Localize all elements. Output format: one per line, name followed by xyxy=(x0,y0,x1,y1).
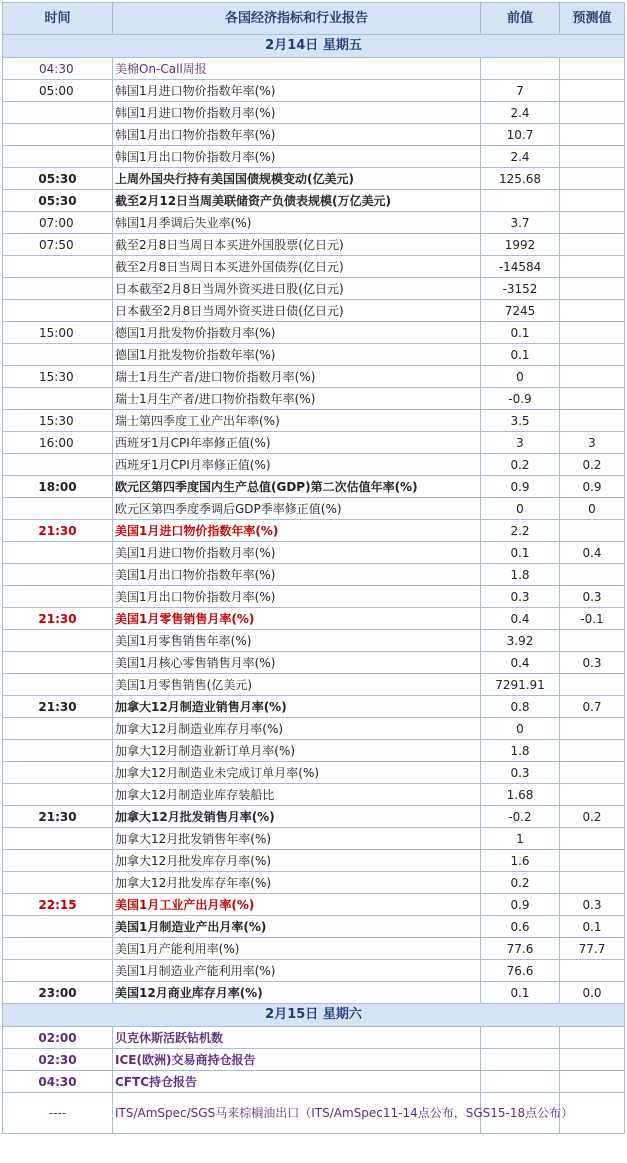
event-cell: 加拿大12月批发库存月率(%) xyxy=(113,850,481,872)
event-cell: 西班牙1月CPI月率修正值(%) xyxy=(113,454,481,476)
time-cell xyxy=(3,146,113,168)
time-cell: 15:30 xyxy=(3,410,113,432)
time-cell: 21:30 xyxy=(3,520,113,542)
prev-value-cell: 0 xyxy=(481,366,560,388)
forecast-value-cell xyxy=(560,960,625,982)
table-row xyxy=(3,762,625,784)
forecast-value-cell xyxy=(560,784,625,806)
time-cell xyxy=(3,652,113,674)
prev-value-cell: 3.5 xyxy=(481,410,560,432)
forecast-value-cell xyxy=(560,124,625,146)
table-row xyxy=(3,718,625,740)
forecast-value-cell xyxy=(560,102,625,124)
prev-value-cell xyxy=(481,1071,560,1093)
prev-value-cell: 10.7 xyxy=(481,124,560,146)
forecast-value-cell xyxy=(560,146,625,168)
table-row xyxy=(3,542,625,564)
prev-value-cell: 2.4 xyxy=(481,102,560,124)
prev-value-cell: 3.7 xyxy=(481,212,560,234)
prev-value-cell xyxy=(481,1027,560,1049)
time-cell: 18:00 xyxy=(3,476,113,498)
event-cell: 美国1月出口物价指数年率(%) xyxy=(113,564,481,586)
table-row xyxy=(3,278,625,300)
table-row xyxy=(3,476,625,498)
event-cell: 美国1月制造业产能利用率(%) xyxy=(113,960,481,982)
event-cell: 韩国1月出口物价指数年率(%) xyxy=(113,124,481,146)
event-cell: 截至2月12日当周美联储资产负债表规模(万亿美元) xyxy=(113,190,481,212)
prev-value-cell: 0.4 xyxy=(481,652,560,674)
prev-value-cell: 0.2 xyxy=(481,454,560,476)
event-cell: 韩国1月进口物价指数年率(%) xyxy=(113,80,481,102)
prev-value-cell: 77.6 xyxy=(481,938,560,960)
table-row xyxy=(3,564,625,586)
prev-value-cell: 2.2 xyxy=(481,520,560,542)
event-cell: 瑞士1月生产者/进口物价指数月率(%) xyxy=(113,366,481,388)
time-cell xyxy=(3,256,113,278)
table-row xyxy=(3,806,625,828)
time-cell xyxy=(3,630,113,652)
prev-value-cell: 1.68 xyxy=(481,784,560,806)
forecast-value-cell xyxy=(560,762,625,784)
prev-value-cell: 0.1 xyxy=(481,982,560,1004)
table-row xyxy=(3,608,625,630)
prev-value-cell: 0.9 xyxy=(481,476,560,498)
prev-value-cell: 0.3 xyxy=(481,586,560,608)
time-cell: 02:00 xyxy=(3,1027,113,1049)
event-cell: 瑞士第四季度工业产出年率(%) xyxy=(113,410,481,432)
prev-value-cell: -14584 xyxy=(481,256,560,278)
forecast-value-cell: 77.7 xyxy=(560,938,625,960)
table-row xyxy=(3,388,625,410)
time-cell xyxy=(3,278,113,300)
header-row xyxy=(3,3,625,35)
date-row xyxy=(3,35,625,58)
event-cell: 加拿大12月制造业库存月率(%) xyxy=(113,718,481,740)
time-cell xyxy=(3,674,113,696)
event-cell: 加拿大12月批发销售月率(%) xyxy=(113,806,481,828)
time-cell: 05:30 xyxy=(3,190,113,212)
table-row xyxy=(3,938,625,960)
time-cell xyxy=(3,388,113,410)
prev-value-cell: -0.2 xyxy=(481,806,560,828)
time-cell: 21:30 xyxy=(3,608,113,630)
time-cell xyxy=(3,784,113,806)
event-cell[interactable]: 美棉On-Call周报 xyxy=(113,58,481,80)
time-cell: 16:00 xyxy=(3,432,113,454)
forecast-value-cell: 0.7 xyxy=(560,696,625,718)
forecast-value-cell xyxy=(560,256,625,278)
prev-value-cell: 0.3 xyxy=(481,762,560,784)
prev-value-cell: 1.6 xyxy=(481,850,560,872)
time-cell xyxy=(3,740,113,762)
table-row xyxy=(3,828,625,850)
forecast-value-cell xyxy=(560,366,625,388)
forecast-value-cell: 0.3 xyxy=(560,586,625,608)
time-cell: 21:30 xyxy=(3,806,113,828)
table-row xyxy=(3,58,625,80)
prev-value-cell: 3 xyxy=(481,432,560,454)
table-row xyxy=(3,652,625,674)
event-cell: 美国1月零售销售(亿美元) xyxy=(113,674,481,696)
event-cell: 欧元区第四季度季调后GDP季率修正值(%) xyxy=(113,498,481,520)
forecast-value-cell: 3 xyxy=(560,432,625,454)
forecast-value-cell xyxy=(560,410,625,432)
event-cell: 美国1月进口物价指数月率(%) xyxy=(113,542,481,564)
header-event: 各国经济指标和行业报告 xyxy=(113,3,481,35)
forecast-value-cell xyxy=(560,80,625,102)
forecast-value-cell: 0.2 xyxy=(560,454,625,476)
table-row xyxy=(3,696,625,718)
event-cell: 韩国1月季调后失业率(%) xyxy=(113,212,481,234)
forecast-value-cell xyxy=(560,212,625,234)
prev-value-cell: 7291.91 xyxy=(481,674,560,696)
table-row xyxy=(3,850,625,872)
time-cell: 21:30 xyxy=(3,696,113,718)
event-cell: 美国1月产能利用率(%) xyxy=(113,938,481,960)
forecast-value-cell: 0 xyxy=(560,498,625,520)
table-row xyxy=(3,520,625,542)
prev-value-cell: 0 xyxy=(481,498,560,520)
forecast-value-cell xyxy=(560,168,625,190)
event-cell: 上周外国央行持有美国国债规模变动(亿美元) xyxy=(113,168,481,190)
forecast-value-cell: 0.9 xyxy=(560,476,625,498)
table-row xyxy=(3,1093,625,1134)
table-row xyxy=(3,432,625,454)
prev-value-cell: -0.9 xyxy=(481,388,560,410)
event-cell: 韩国1月进口物价指数月率(%) xyxy=(113,102,481,124)
time-cell xyxy=(3,718,113,740)
forecast-value-cell xyxy=(560,344,625,366)
forecast-value-cell xyxy=(560,322,625,344)
prev-value-cell: 2.4 xyxy=(481,146,560,168)
time-cell xyxy=(3,498,113,520)
time-cell: 15:30 xyxy=(3,366,113,388)
table-row xyxy=(3,212,625,234)
event-cell: 加拿大12月制造业未完成订单月率(%) xyxy=(113,762,481,784)
table-row xyxy=(3,674,625,696)
header-prev: 前值 xyxy=(481,3,560,35)
table-row xyxy=(3,256,625,278)
event-cell: 欧元区第四季度国内生产总值(GDP)第二次估值年率(%) xyxy=(113,476,481,498)
table-row xyxy=(3,322,625,344)
time-cell xyxy=(3,124,113,146)
table-row xyxy=(3,916,625,938)
time-cell: 04:30 xyxy=(3,58,113,80)
event-cell: 截至2月8日当周日本买进外国债券(亿日元) xyxy=(113,256,481,278)
time-cell xyxy=(3,300,113,322)
table-row xyxy=(3,146,625,168)
prev-value-cell xyxy=(481,58,560,80)
time-cell xyxy=(3,872,113,894)
header-time: 时间 xyxy=(3,3,113,35)
prev-value-cell: 0.1 xyxy=(481,344,560,366)
time-cell xyxy=(3,960,113,982)
table-row xyxy=(3,498,625,520)
forecast-value-cell xyxy=(560,190,625,212)
time-cell xyxy=(3,102,113,124)
forecast-value-cell: 0.0 xyxy=(560,982,625,1004)
time-cell xyxy=(3,586,113,608)
table-row xyxy=(3,630,625,652)
forecast-value-cell xyxy=(560,388,625,410)
forecast-value-cell xyxy=(560,234,625,256)
prev-value-cell: 125.68 xyxy=(481,168,560,190)
forecast-value-cell xyxy=(560,300,625,322)
forecast-value-cell xyxy=(560,278,625,300)
event-cell: 韩国1月出口物价指数月率(%) xyxy=(113,146,481,168)
time-cell xyxy=(3,916,113,938)
event-cell: 美国1月进口物价指数年率(%) xyxy=(113,520,481,542)
forecast-value-cell xyxy=(560,1049,625,1071)
prev-value-cell xyxy=(481,190,560,212)
event-cell: 截至2月8日当周日本买进外国股票(亿日元) xyxy=(113,234,481,256)
time-cell: 05:30 xyxy=(3,168,113,190)
table-row xyxy=(3,168,625,190)
event-cell: 德国1月批发物价指数月率(%) xyxy=(113,322,481,344)
event-cell: 美国1月出口物价指数月率(%) xyxy=(113,586,481,608)
event-cell[interactable]: ICE(欧洲)交易商持仓报告 xyxy=(113,1049,481,1071)
time-cell xyxy=(3,828,113,850)
time-cell xyxy=(3,850,113,872)
event-cell: 德国1月批发物价指数年率(%) xyxy=(113,344,481,366)
forecast-value-cell xyxy=(560,828,625,850)
forecast-value-cell xyxy=(560,520,625,542)
event-cell: 美国1月核心零售销售月率(%) xyxy=(113,652,481,674)
prev-value-cell: 7245 xyxy=(481,300,560,322)
prev-value-cell: 1.8 xyxy=(481,740,560,762)
event-cell: 美国12月商业库存月率(%) xyxy=(113,982,481,1004)
table-row xyxy=(3,982,625,1004)
forecast-value-cell: -0.1 xyxy=(560,608,625,630)
event-cell: 加拿大12月制造业销售月率(%) xyxy=(113,696,481,718)
forecast-value-cell xyxy=(560,740,625,762)
table-row xyxy=(3,1071,625,1093)
prev-value-cell xyxy=(481,1049,560,1071)
event-cell: 西班牙1月CPI年率修正值(%) xyxy=(113,432,481,454)
table-row xyxy=(3,454,625,476)
table-row xyxy=(3,894,625,916)
time-cell xyxy=(3,762,113,784)
time-cell: 22:15 xyxy=(3,894,113,916)
table-row xyxy=(3,80,625,102)
time-cell: 04:30 xyxy=(3,1071,113,1093)
forecast-value-cell xyxy=(560,58,625,80)
time-cell xyxy=(3,542,113,564)
prev-value-cell: -3152 xyxy=(481,278,560,300)
event-cell: 美国1月零售销售年率(%) xyxy=(113,630,481,652)
event-cell: 日本截至2月8日当周外资买进日债(亿日元) xyxy=(113,300,481,322)
forecast-value-cell: 0.4 xyxy=(560,542,625,564)
table-row xyxy=(3,960,625,982)
date-label: 2月14日 星期五 xyxy=(3,35,625,58)
prev-value-cell: 0.4 xyxy=(481,608,560,630)
event-cell: 美国1月制造业产出月率(%) xyxy=(113,916,481,938)
event-cell[interactable]: 贝克休斯活跃钻机数 xyxy=(113,1027,481,1049)
prev-value-cell: 0.9 xyxy=(481,894,560,916)
table-row xyxy=(3,234,625,256)
forecast-value-cell: 0.3 xyxy=(560,894,625,916)
table-row xyxy=(3,586,625,608)
table-row xyxy=(3,1049,625,1071)
forecast-value-cell xyxy=(560,1071,625,1093)
forecast-value-cell xyxy=(560,674,625,696)
table-row xyxy=(3,872,625,894)
prev-value-cell: 1992 xyxy=(481,234,560,256)
time-cell: 02:30 xyxy=(3,1049,113,1071)
time-cell: 07:50 xyxy=(3,234,113,256)
prev-value-cell: 0.1 xyxy=(481,322,560,344)
forecast-value-cell xyxy=(560,872,625,894)
forecast-value-cell xyxy=(560,850,625,872)
time-cell: ---- xyxy=(3,1093,113,1134)
prev-value-cell: 3.92 xyxy=(481,630,560,652)
table-row xyxy=(3,1027,625,1049)
table-row xyxy=(3,102,625,124)
forecast-value-cell xyxy=(560,718,625,740)
event-cell: 加拿大12月制造业库存装船比 xyxy=(113,784,481,806)
event-cell: 美国1月工业产出月率(%) xyxy=(113,894,481,916)
event-cell: 加拿大12月批发销售年率(%) xyxy=(113,828,481,850)
time-cell: 15:00 xyxy=(3,322,113,344)
prev-value-cell: 0.8 xyxy=(481,696,560,718)
forecast-value-cell: 0.3 xyxy=(560,652,625,674)
table-row xyxy=(3,190,625,212)
event-cell: 美国1月零售销售月率(%) xyxy=(113,608,481,630)
prev-value-cell: 7 xyxy=(481,80,560,102)
date-label: 2月15日 星期六 xyxy=(3,1004,625,1027)
table-row xyxy=(3,366,625,388)
event-cell[interactable]: ITS/AmSpec/SGS马来棕榈油出口（ITS/AmSpec11-14点公布，SGS15-18点公布） xyxy=(113,1093,481,1134)
time-cell: 05:00 xyxy=(3,80,113,102)
prev-value-cell: 1 xyxy=(481,828,560,850)
forecast-value-cell xyxy=(560,1027,625,1049)
forecast-value-cell xyxy=(560,630,625,652)
prev-value-cell: 0.1 xyxy=(481,542,560,564)
table-row xyxy=(3,784,625,806)
table-row xyxy=(3,740,625,762)
event-cell: 加拿大12月制造业新订单月率(%) xyxy=(113,740,481,762)
prev-value-cell: 76.6 xyxy=(481,960,560,982)
table-row xyxy=(3,300,625,322)
calendar-body xyxy=(3,35,625,1134)
time-cell xyxy=(3,938,113,960)
calendar-table xyxy=(2,2,625,1134)
table-row xyxy=(3,124,625,146)
event-cell: 瑞士1月生产者/进口物价指数年率(%) xyxy=(113,388,481,410)
date-row xyxy=(3,1004,625,1027)
time-cell: 07:00 xyxy=(3,212,113,234)
time-cell: 23:00 xyxy=(3,982,113,1004)
prev-value-cell: 0.2 xyxy=(481,872,560,894)
event-cell: 加拿大12月批发库存年率(%) xyxy=(113,872,481,894)
prev-value-cell: 0 xyxy=(481,718,560,740)
time-cell xyxy=(3,344,113,366)
forecast-value-cell: 0.1 xyxy=(560,916,625,938)
table-row xyxy=(3,344,625,366)
event-cell[interactable]: CFTC持仓报告 xyxy=(113,1071,481,1093)
forecast-value-cell xyxy=(560,564,625,586)
prev-value-cell: 0.6 xyxy=(481,916,560,938)
table-row xyxy=(3,410,625,432)
forecast-value-cell: 0.2 xyxy=(560,806,625,828)
time-cell xyxy=(3,454,113,476)
time-cell xyxy=(3,564,113,586)
event-cell: 日本截至2月8日当周外资买进日股(亿日元) xyxy=(113,278,481,300)
header-forecast: 预测值 xyxy=(560,3,625,35)
prev-value-cell: 1.8 xyxy=(481,564,560,586)
